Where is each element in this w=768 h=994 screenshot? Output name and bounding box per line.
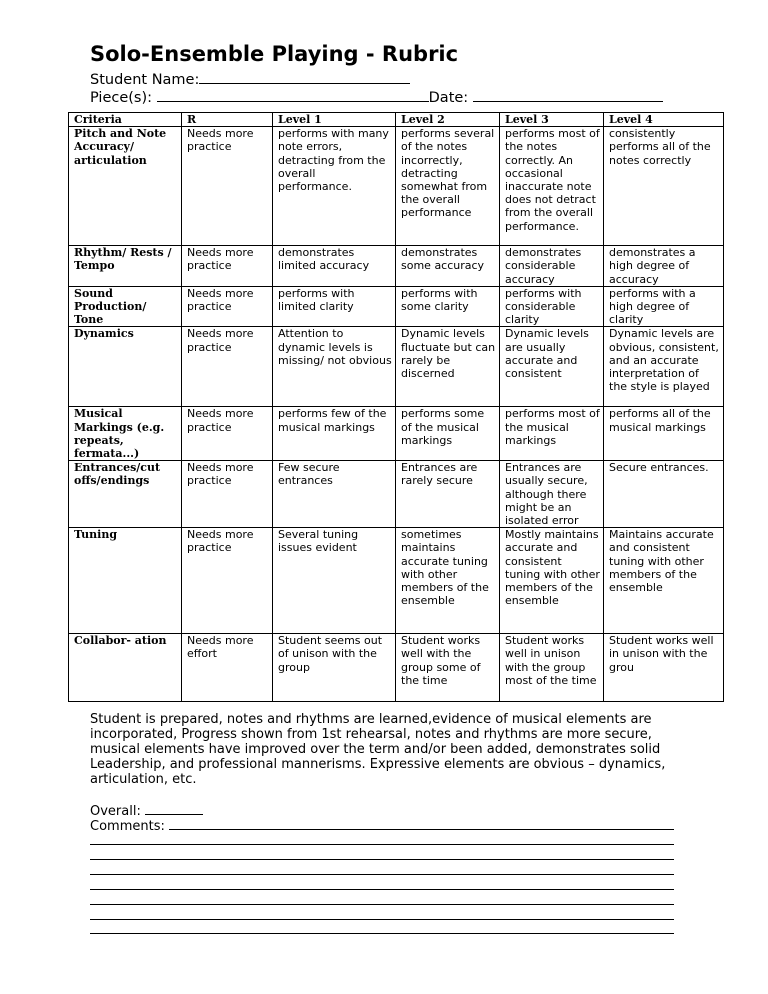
r-cell: Needs more practice	[182, 327, 273, 407]
header-level-3: Level 3	[500, 113, 604, 127]
level-2-cell: performs several of the notes incorrectly, detracting somewhat from the overall performance	[396, 127, 500, 246]
level-3-cell: Entrances are usually secure, although there might be an isolated error	[500, 461, 604, 528]
comment-line[interactable]	[90, 844, 674, 845]
student-name-field	[90, 69, 410, 89]
level-3-cell: Student works well in unison with the group most of the time	[500, 634, 604, 702]
comment-line[interactable]	[90, 889, 674, 890]
header-criteria: Criteria	[69, 113, 182, 127]
table-row	[69, 327, 724, 407]
level-3-cell: performs with considerable clarity	[500, 286, 604, 327]
page-title: Solo-Ensemble Playing - Rubric	[90, 42, 459, 66]
level-1-cell: performs with many note errors, detracting from the overall performance.	[273, 127, 396, 246]
student-name-blank[interactable]	[199, 69, 410, 84]
level-4-cell: Student works well in unison with the grou	[604, 634, 724, 702]
criteria-cell: Entrances/cut offs/endings	[69, 461, 182, 528]
criteria-cell: Pitch and Note Accuracy/ articulation	[69, 127, 182, 246]
comments-label: Comments:	[90, 819, 165, 834]
student-name-label: Student Name:	[90, 72, 200, 88]
level-4-cell: Secure entrances.	[604, 461, 724, 528]
level-4-cell: consistently performs all of the notes correctly	[604, 127, 724, 246]
level-4-cell: Maintains accurate and consistent tuning with other members of the ensemble	[604, 528, 724, 634]
pieces-date-field	[90, 87, 663, 107]
r-cell: Needs more practice	[182, 286, 273, 327]
level-1-cell: performs few of the musical markings	[273, 407, 396, 461]
header-level-2: Level 2	[396, 113, 500, 127]
level-3-cell: performs most of the notes correctly. An occasional inaccurate note does not detract from the overall performance.	[500, 127, 604, 246]
r-cell: Needs more practice	[182, 461, 273, 528]
header-r: R	[182, 113, 273, 127]
level-4-cell: performs all of the musical markings	[604, 407, 724, 461]
comment-line[interactable]	[90, 933, 674, 934]
level-1-cell: performs with limited clarity	[273, 286, 396, 327]
r-cell: Needs more practice	[182, 528, 273, 634]
level-1-cell: Student seems out of unison with the group	[273, 634, 396, 702]
comment-line[interactable]	[90, 859, 674, 860]
table-row	[69, 246, 724, 287]
level-2-cell: Entrances are rarely secure	[396, 461, 500, 528]
criteria-cell: Musical Markings (e.g. repeats, fermata...)	[69, 407, 182, 461]
table-row	[69, 528, 724, 634]
level-3-cell: Dynamic levels are usually accurate and consistent	[500, 327, 604, 407]
r-cell: Needs more effort	[182, 634, 273, 702]
table-header-row	[69, 113, 724, 127]
table-row	[69, 407, 724, 461]
header-level-4: Level 4	[604, 113, 724, 127]
date-label: Date:	[428, 90, 469, 106]
level-3-cell: demonstrates considerable accuracy	[500, 246, 604, 287]
pieces-label: Piece(s):	[90, 90, 153, 106]
level-2-cell: Dynamic levels fluctuate but can rarely be discerned	[396, 327, 500, 407]
level-1-cell: Few secure entrances	[273, 461, 396, 528]
level-2-cell: performs some of the musical markings	[396, 407, 500, 461]
comment-line[interactable]	[90, 904, 674, 905]
level-3-cell: Mostly maintains accurate and consistent tuning with other members of the ensemble	[500, 528, 604, 634]
table-row	[69, 634, 724, 702]
table-row	[69, 286, 724, 327]
level-2-cell: demonstrates some accuracy	[396, 246, 500, 287]
level-4-cell: Dynamic levels are obvious, consistent, and an accurate interpretation of the style is played	[604, 327, 724, 407]
comments-blank[interactable]	[169, 817, 674, 830]
level-2-cell: Student works well with the group some of the time	[396, 634, 500, 702]
comment-line[interactable]	[90, 919, 674, 920]
criteria-cell: Dynamics	[69, 327, 182, 407]
level-4-cell: demonstrates a high degree of accuracy	[604, 246, 724, 287]
overall-blank[interactable]	[145, 802, 203, 815]
level-1-cell: Several tuning issues evident	[273, 528, 396, 634]
header-level-1: Level 1	[273, 113, 396, 127]
criteria-cell: Rhythm/ Rests / Tempo	[69, 246, 182, 287]
r-cell: Needs more practice	[182, 127, 273, 246]
pieces-blank[interactable]	[157, 87, 429, 102]
summary-paragraph: Student is prepared, notes and rhythms are learned,evidence of musical elements are incorporated, Progress shown from 1st rehearsal, notes and rhythms are more secure, musical elements have improved over the term and/or been added, demonstrates solid Leadership, and professional mannerisms. Expressive elements are obvious – dynamics, articulation, etc.	[90, 712, 666, 787]
level-3-cell: performs most of the musical markings	[500, 407, 604, 461]
table-row	[69, 461, 724, 528]
r-cell: Needs more practice	[182, 407, 273, 461]
comment-line[interactable]	[90, 874, 674, 875]
date-blank[interactable]	[473, 87, 663, 102]
level-1-cell: demonstrates limited accuracy	[273, 246, 396, 287]
level-2-cell: sometimes maintains accurate tuning with other members of the ensemble	[396, 528, 500, 634]
table-row	[69, 127, 724, 246]
overall-label: Overall:	[90, 804, 141, 819]
level-1-cell: Attention to dynamic levels is missing/ not obvious	[273, 327, 396, 407]
comments-field	[90, 817, 674, 834]
level-2-cell: performs with some clarity	[396, 286, 500, 327]
rubric-table	[68, 112, 724, 702]
r-cell: Needs more practice	[182, 246, 273, 287]
criteria-cell: Tuning	[69, 528, 182, 634]
criteria-cell: Collabor- ation	[69, 634, 182, 702]
criteria-cell: Sound Production/ Tone	[69, 286, 182, 327]
level-4-cell: performs with a high degree of clarity	[604, 286, 724, 327]
